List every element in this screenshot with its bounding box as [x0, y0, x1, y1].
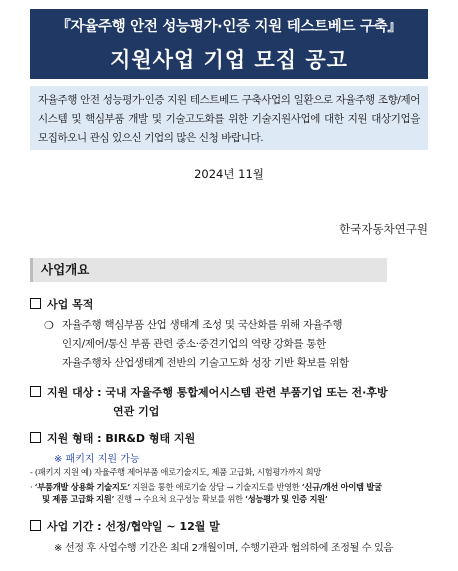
flow-text-2: 진행 → 수요처 요구성능 확보를 위한	[114, 494, 246, 504]
target-heading-text: 지원 대상 : 국내 자율주행 통합제어시스템 관련 부품기업 또는 전·후방	[47, 386, 388, 399]
flow-step-2a: ‘신규/개선 아이템 발굴	[301, 482, 382, 492]
checkbox-square-icon	[30, 432, 41, 443]
form-heading	[30, 430, 195, 446]
flow-step-1: ‘부품개발 상용화 기술지도’	[34, 482, 130, 492]
announcement-date: 2024년 11월	[194, 167, 264, 181]
purpose-heading	[30, 296, 93, 312]
checkbox-square-icon	[30, 520, 41, 531]
purpose-line-1: 자율주행 핵심부품 산업 생태계 조성 및 국산화를 위해 자율주행	[62, 319, 343, 331]
period-heading-text: 사업 기간 : 선정/협약일 ~ 12월 말	[47, 520, 220, 533]
purpose-body	[62, 316, 428, 373]
title-line1: 『자율주행 안전 성능평가·인증 지원 테스트베드 구축』	[56, 19, 402, 35]
title-line2: 지원사업 기업 모집 공고	[110, 48, 348, 72]
checkbox-square-icon	[30, 298, 41, 309]
package-example: - (패키지 지원 예) 자율주행 제어부품 애로기술지도, 제품 고급화, 시험평가까지 희망	[30, 467, 322, 477]
flow-step-2b: 및 제품 고급화 지원’	[42, 494, 115, 504]
title-banner	[30, 9, 428, 79]
section-header: 사업개요	[30, 258, 387, 282]
organization-name: 한국자동차연구원	[339, 222, 428, 236]
package-flow: · ‘부품개발 상용화 기술지도’ 지원을 통한 애로기술 상담 → 기술지도를 반영한 ‘신규/개선 아이템 발굴 및 제품 고급화 지원’ 진행 → 수요처 요구성능 확보를 위한 ‘성능평가 및 인증 지원’	[30, 482, 382, 504]
package-note: ※ 패키지 지원 가능	[54, 454, 140, 465]
period-note: ※ 선정 후 사업수행 기간은 최대 2개월이며, 수행기관과 협의하에 조정될 수 있음	[54, 543, 393, 554]
purpose-heading-text: 사업 목적	[47, 298, 94, 311]
period-heading	[30, 518, 220, 534]
circle-bullet-icon: ❍	[44, 319, 54, 332]
purpose-line-3: 자율주행차 산업생태계 전반의 기술고도화 성장 기반 확보를 위함	[62, 357, 350, 369]
flow-text-1: 지원을 통한 애로기술 상담 → 기술지도를 반영한	[129, 482, 302, 492]
form-heading-text: 지원 형태 : BIR&D 형태 지원	[47, 432, 196, 445]
checkbox-square-icon	[30, 386, 41, 397]
intro-paragraph: 자율주행 안전 성능평가·인증 지원 테스트베드 구축사업의 일환으로 자율주행 조향/제어시스템 및 핵심부품 개발 및 기술고도화를 위한 기술지원사업에 대한 지원 대상기업을 모집하오니 관심 있으신 기업의 많은 신청 바랍니다.	[30, 86, 428, 150]
target-heading-cont: 연관 기업	[113, 405, 160, 418]
purpose-line-2: 인지/제어/통신 부품 관련 중소·중견기업의 역량 강화를 통한	[62, 338, 326, 350]
flow-step-3: ‘성능평가 및 인증 지원’	[245, 494, 328, 504]
target-heading	[30, 384, 388, 400]
